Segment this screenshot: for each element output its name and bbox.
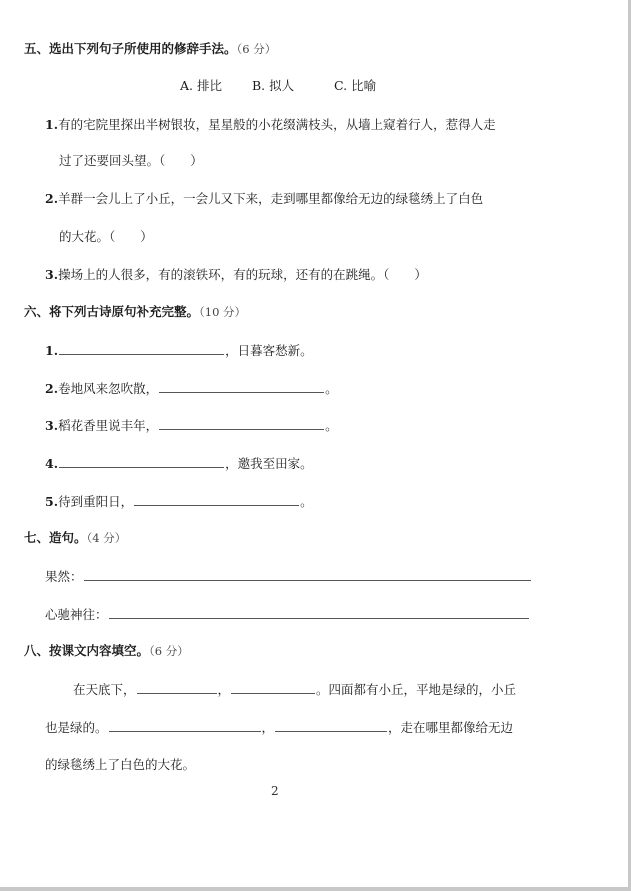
fill-blank[interactable] bbox=[159, 417, 324, 430]
poem-item-5 bbox=[45, 493, 313, 510]
fill-blank[interactable] bbox=[275, 719, 387, 732]
poem-item-3 bbox=[45, 417, 338, 434]
q5-item-3[interactable] bbox=[45, 267, 427, 283]
section-6-heading bbox=[24, 304, 246, 320]
passage-text: ， bbox=[261, 720, 275, 735]
item-number: 4. bbox=[45, 456, 59, 471]
poem-text: 待到重阳日， bbox=[58, 494, 134, 509]
item-text: 有的宅院里探出半树银妆，星星般的小花缀满枝头，从墙上窥着行人，惹得人走 bbox=[58, 117, 496, 132]
sentence-blank[interactable] bbox=[109, 606, 529, 619]
passage-text: ，走在哪里都像给无边 bbox=[388, 720, 514, 735]
section-8-score: （6 分） bbox=[149, 644, 189, 658]
section-5-heading bbox=[24, 41, 276, 57]
passage-line-2 bbox=[45, 719, 513, 736]
fill-blank[interactable] bbox=[59, 455, 224, 468]
section-7-title: 七、造句。 bbox=[24, 530, 87, 545]
option-a: A. 排比 bbox=[180, 78, 222, 93]
word-label: 果然： bbox=[45, 569, 83, 584]
passage-text: 在天底下， bbox=[73, 682, 136, 697]
poem-text: 。 bbox=[325, 418, 338, 433]
section-7-heading bbox=[24, 530, 126, 546]
section-5-score: （6 分） bbox=[236, 42, 277, 56]
poem-text: ，日暮客愁新。 bbox=[225, 343, 313, 358]
passage-text: ， bbox=[217, 682, 231, 697]
section-6-score: （10 分） bbox=[199, 305, 247, 319]
q5-item-2-line1 bbox=[45, 191, 483, 207]
passage-line-3 bbox=[45, 757, 195, 773]
passage-text: 。四面都有小丘，平地是绿的，小丘 bbox=[316, 682, 517, 697]
answer-paren[interactable]: 的大花。（ ） bbox=[59, 229, 153, 244]
section-8-title: 八、按课文内容填空。 bbox=[24, 643, 150, 658]
poem-text: ，邀我至田家。 bbox=[225, 456, 313, 471]
item-number: 1. bbox=[45, 117, 59, 132]
section-5-title: 五、选出下列句子所使用的修辞手法。 bbox=[24, 41, 237, 56]
item-text[interactable]: 操场上的人很多，有的滚铁环，有的玩球，还有的在跳绳。（ ） bbox=[58, 267, 427, 282]
item-number: 1. bbox=[45, 343, 59, 358]
fill-blank[interactable] bbox=[134, 493, 299, 506]
poem-item-2 bbox=[45, 380, 338, 397]
item-number: 5. bbox=[45, 494, 59, 509]
section-6-title: 六、将下列古诗原句补充完整。 bbox=[24, 304, 200, 319]
q5-item-1-line1 bbox=[45, 117, 496, 133]
item-number: 3. bbox=[45, 418, 59, 433]
sentence-blank[interactable] bbox=[84, 568, 531, 581]
section-8-heading bbox=[24, 643, 189, 659]
page-number: 2 bbox=[271, 784, 279, 798]
option-b: B. 拟人 bbox=[252, 78, 295, 93]
page-edge-bottom bbox=[0, 887, 631, 891]
item-number: 2. bbox=[45, 381, 59, 396]
poem-text: 。 bbox=[300, 494, 313, 509]
rhetoric-options bbox=[180, 78, 376, 94]
passage-text: 的绿毯绣上了白色的大花。 bbox=[45, 757, 196, 772]
fill-blank[interactable] bbox=[137, 681, 217, 694]
q5-item-2-line2[interactable] bbox=[59, 229, 153, 245]
fill-blank[interactable] bbox=[231, 681, 315, 694]
item-text: 羊群一会儿上了小丘，一会儿又下来，走到哪里都像给无边的绿毯绣上了白色 bbox=[58, 191, 484, 206]
sentence-item-2 bbox=[45, 606, 530, 623]
poem-item-4 bbox=[45, 455, 313, 472]
poem-text: 卷地风来忽吹散， bbox=[58, 381, 159, 396]
fill-blank[interactable] bbox=[159, 380, 324, 393]
option-c: C. 比喻 bbox=[334, 78, 377, 93]
passage-text: 也是绿的。 bbox=[45, 720, 108, 735]
item-number: 3. bbox=[45, 267, 59, 282]
poem-text: 。 bbox=[325, 381, 338, 396]
section-7-score: （4 分） bbox=[86, 531, 127, 545]
q5-item-1-line2[interactable] bbox=[59, 153, 203, 169]
passage-line-1 bbox=[73, 681, 516, 698]
word-label: 心驰神往： bbox=[45, 607, 108, 622]
item-number: 2. bbox=[45, 191, 59, 206]
poem-text: 稻花香里说丰年， bbox=[58, 418, 159, 433]
poem-item-1 bbox=[45, 342, 313, 359]
answer-paren[interactable]: 过了还要回头望。（ ） bbox=[59, 153, 203, 168]
fill-blank[interactable] bbox=[109, 719, 261, 732]
fill-blank[interactable] bbox=[59, 342, 224, 355]
sentence-item-1 bbox=[45, 568, 532, 585]
